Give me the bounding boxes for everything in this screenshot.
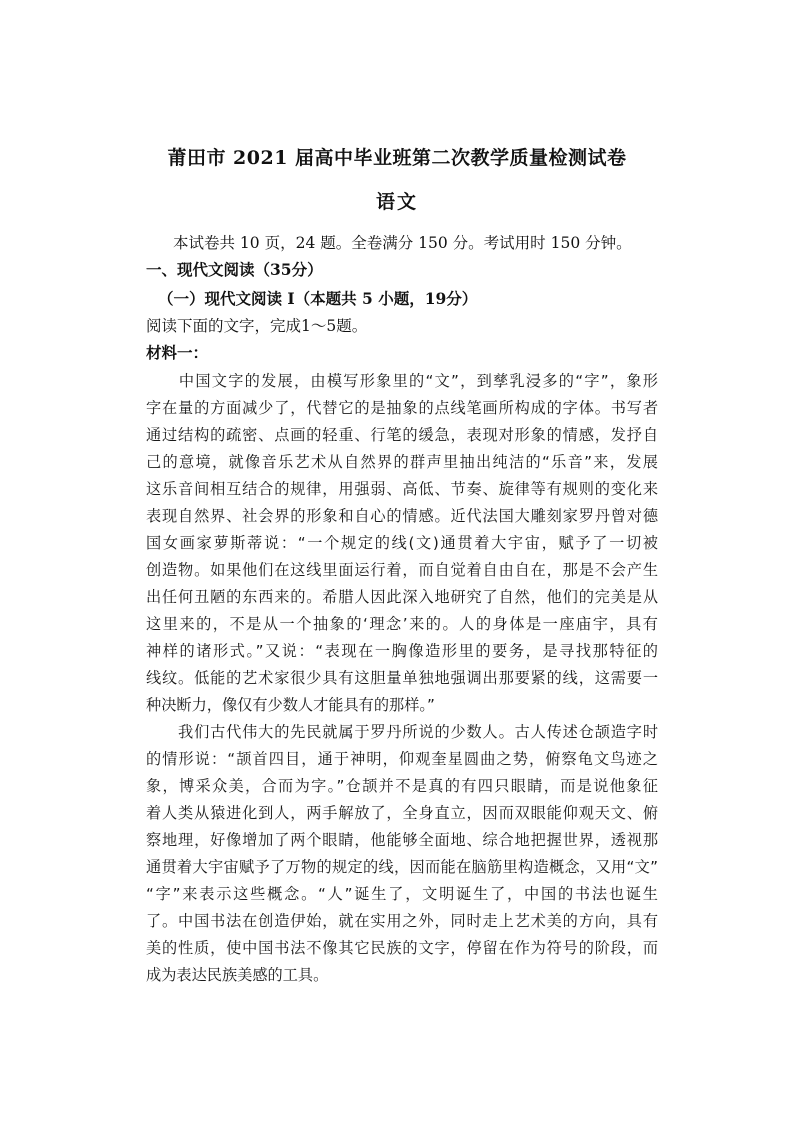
passage-line: 了。中国书法在创造伊始，就在实用之外，同时走上艺术美的方向，具有 xyxy=(146,912,658,930)
exam-title: 莆田市 2021 届高中毕业班第二次教学质量检测试卷 xyxy=(167,147,627,169)
passage-line: 通过结构的疏密、点画的轻重、行笔的缓急，表现对形象的情感，发抒自 xyxy=(146,426,658,444)
passage-line: 线纹。低能的艺术家很少具有这胆量单独地强调出那要紧的线，这需要一 xyxy=(146,669,658,687)
subject-heading: 语文 xyxy=(375,191,418,213)
passage-line: 的情形说：“颉首四目，通于神明，仰观奎星圆曲之势，俯察龟文鸟迹之 xyxy=(146,750,658,768)
passage-line: 创造物。如果他们在这线里面运行着，而自觉着自由自在，那是不会产生 xyxy=(146,561,658,579)
passage-line: 这乐音间相互结合的规律，用强弱、高低、节奏、旋律等有规则的变化来 xyxy=(146,480,658,498)
passage-line: 我们古代伟大的先民就属于罗丹所说的少数人。古人传述仓颉造字时 xyxy=(146,723,658,741)
reading-instruction: 阅读下面的文字，完成1～5题。 xyxy=(146,317,368,335)
passage-line: 这里来的，不是从一个抽象的‘理念’来的。人的身体是一座庙宇，具有 xyxy=(146,615,658,633)
passage-line: 国女画家萝斯蒂说：“一个规定的线(文)通贯着大宇宙，赋予了一切被 xyxy=(146,534,658,552)
exam-note: 本试卷共 10 页，24 题。全卷满分 150 分。考试用时 150 分钟。 xyxy=(173,234,632,252)
passage-line: 神样的诸形式。”又说：“表现在一胸像造形里的要务，是寻找那特征的 xyxy=(146,642,658,660)
passage-line: 通贯着大宇宙赋予了万物的规定的线，因而能在脑筋里构造概念，又用“文” xyxy=(146,858,658,876)
subsection-heading: （一）现代文阅读 I（本题共 5 小题，19分） xyxy=(158,289,478,308)
passage-line: 中国文字的发展，由模写形象里的“文”，到孳乳浸多的“字”，象形 xyxy=(146,372,658,390)
passage-line: 着人类从猿进化到人，两手解放了，全身直立，因而双眼能仰观天文、俯 xyxy=(146,804,658,822)
passage-line: “字”来表示这些概念。“人”诞生了，文明诞生了，中国的书法也诞生 xyxy=(146,885,658,903)
passage-line: 表现自然界、社会界的形象和自心的情感。近代法国大雕刻家罗丹曾对德 xyxy=(146,507,658,525)
material-label: 材料一： xyxy=(146,343,209,362)
passage-line: 察地理，好像增加了两个眼睛，他能够全面地、综合地把握世界，透视那 xyxy=(146,831,658,849)
passage-line: 种决断力，像仅有少数人才能具有的那样。” xyxy=(146,696,435,714)
passage-line: 成为表达民族美感的工具。 xyxy=(146,966,329,984)
passage-line: 美的性质，使中国书法不像其它民族的文字，停留在作为符号的阶段，而 xyxy=(146,939,658,957)
passage-line: 字在量的方面减少了，代替它的是抽象的点线笔画所构成的字体。书写者 xyxy=(146,399,658,417)
passage-line: 象，博采众美，合而为字。”仓颉并不是真的有四只眼睛，而是说他象征 xyxy=(146,777,658,795)
passage-line: 己的意境，就像音乐艺术从自然界的群声里抽出纯洁的“乐音”来，发展 xyxy=(146,453,658,471)
reading-passage xyxy=(146,368,658,989)
passage-line: 出任何丑陋的东西来的。希腊人因此深入地研究了自然，他们的完美是从 xyxy=(146,588,658,606)
section-heading: 一、现代文阅读（35分） xyxy=(146,260,323,279)
